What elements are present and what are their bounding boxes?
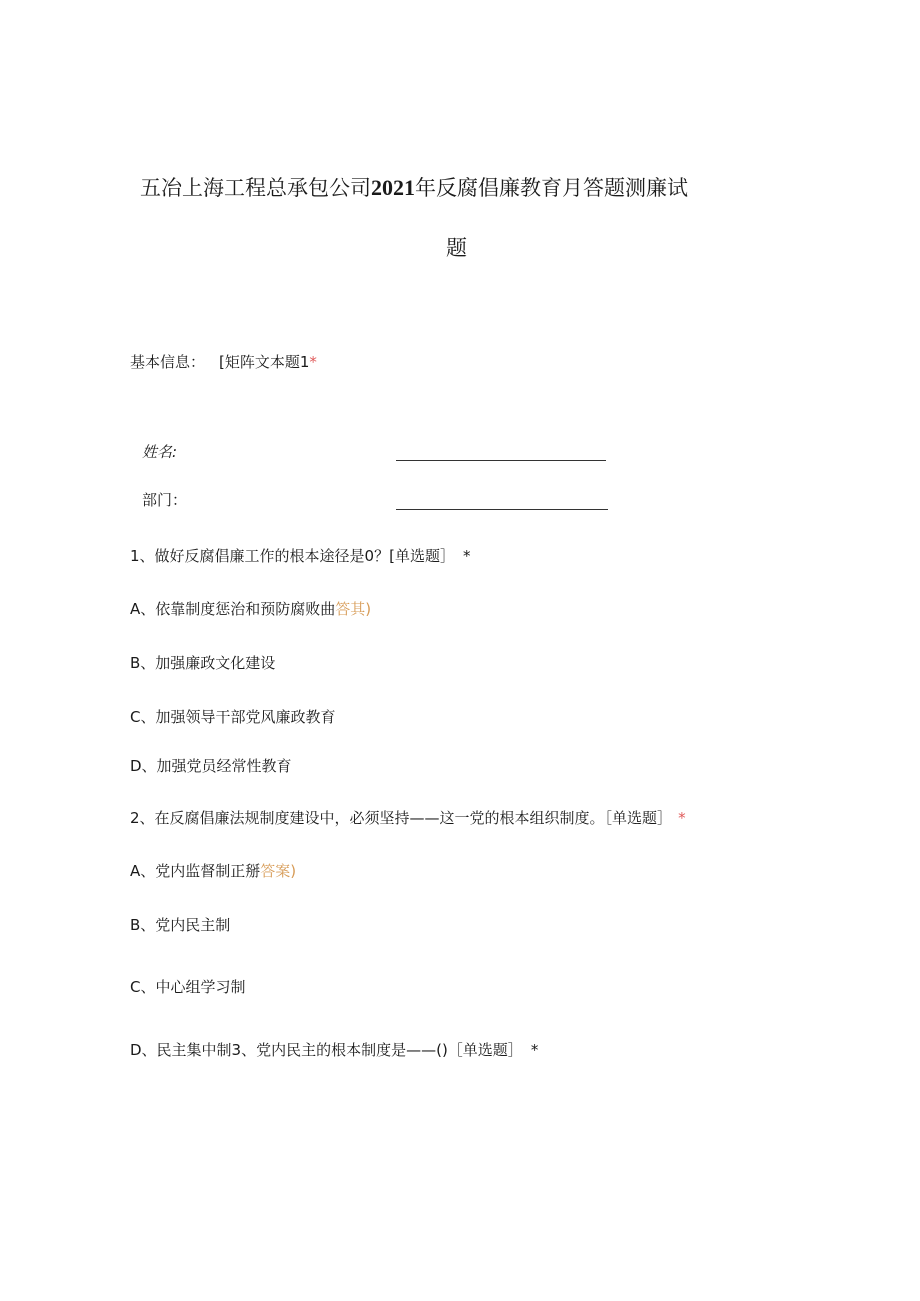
basic-info-label: 基本信息： <box>130 353 206 371</box>
document-title-line2: 题 <box>446 236 467 260</box>
q1-option-a[interactable] <box>130 599 371 619</box>
department-field-label: 部门： <box>142 491 188 509</box>
q1-option-d[interactable]: D、加强党员经常性教育 <box>130 757 292 775</box>
q2-option-d[interactable] <box>130 1040 538 1060</box>
q2-option-b[interactable]: B、党内民主制 <box>130 916 231 934</box>
department-field-input[interactable] <box>396 509 608 510</box>
basic-info-heading <box>130 352 317 372</box>
question-2-star: * <box>678 809 686 827</box>
q1-option-c[interactable]: C、加强领导干部党风廉政教育 <box>130 708 336 726</box>
q1-option-b[interactable]: B、加强廉政文化建设 <box>130 654 276 672</box>
name-field-label: 姓名: <box>142 443 178 461</box>
name-field-input[interactable] <box>396 460 606 461</box>
q2-option-c[interactable]: C、中心组学习制 <box>130 978 246 996</box>
title-text-b: 年反腐倡廉教育月答题测廉试 <box>415 176 688 200</box>
question-1-star: * <box>462 547 471 565</box>
q2-option-a[interactable] <box>130 861 296 881</box>
title-year: 2021 <box>371 175 415 200</box>
question-3-star: * <box>530 1041 539 1059</box>
required-star: * <box>309 353 317 371</box>
basic-info-tag: [矩阵文本题1 <box>219 353 310 371</box>
q1-option-a-text: A、依靠制度惩治和预防腐败曲 <box>130 600 336 618</box>
question-1-text: 1、做好反腐倡廉工作的根本途径是0？[单选题］ <box>130 547 455 565</box>
title-text-a: 五冶上海工程总承包公司 <box>140 176 371 200</box>
q1-answer-mark: 答其) <box>335 600 372 618</box>
q2-option-a-text: A、党内监督制正掰 <box>130 862 261 880</box>
q2-answer-mark: 答案) <box>260 862 297 880</box>
document-title-line1 <box>140 172 688 202</box>
question-1 <box>130 546 470 566</box>
q2-option-d-text: D、民主集中制3、党内民主的根本制度是——()［单选题］ <box>130 1041 523 1059</box>
question-2-text: 2、在反腐倡廉法规制度建设中，必须坚持——这一党的根本组织制度。［单选题］ <box>130 809 673 827</box>
question-2 <box>130 808 686 828</box>
